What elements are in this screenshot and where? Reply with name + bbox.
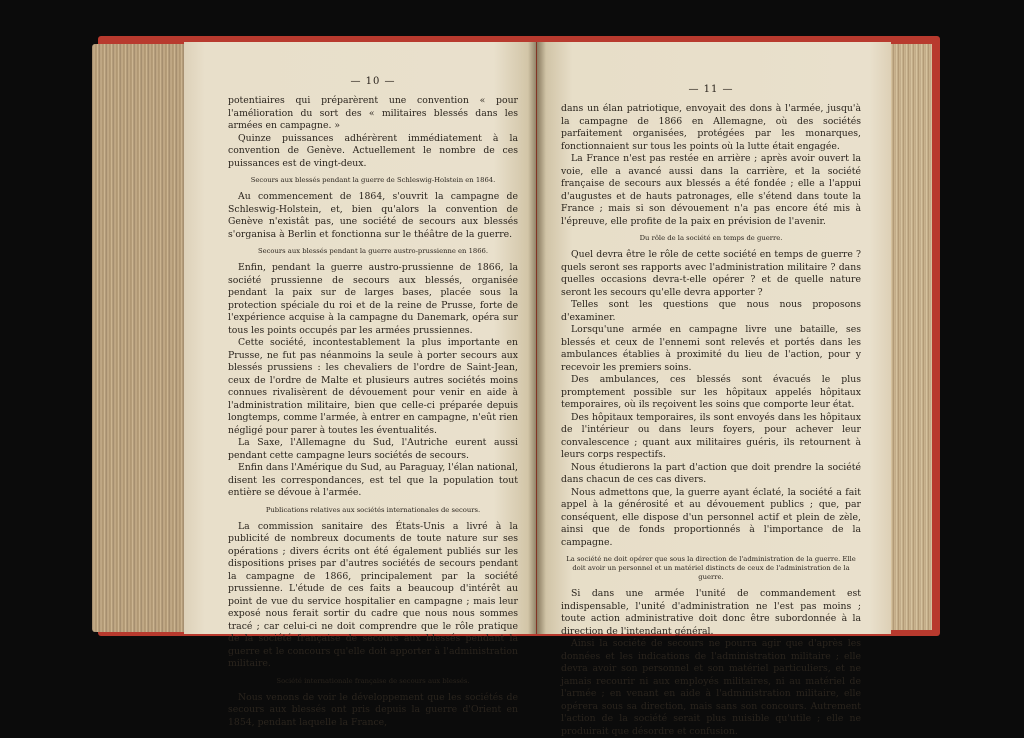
paragraph: potentiaires qui préparèrent une convention « pour l'amélioration du sort des « militaires blessés dans les armées en campagne. » — [228, 95, 518, 131]
paragraph: Quel devra être le rôle de cette société en temps de guerre ? quels seront ses rapports avec l'administration militaire ? dans quelles occasions devra-t-elle opérer ? et de quelle nature seront les secours qu'elle devra apporter ? — [561, 249, 861, 298]
section-heading: La société ne doit opérer que sous la direction de l'administration de la guerre. Elle doit avoir un personnel et un matériel distincts de ceux de l'administration de la guerre. — [566, 555, 856, 581]
paragraph: Enfin dans l'Amérique du Sud, au Paraguay, l'élan national, disent les correspondances, est tel que la population tout entière se dévoue à l'armée. — [228, 462, 518, 498]
paragraph: Des ambulances, ces blessés sont évacués le plus promptement possible sur les hôpitaux appelés hôpitaux temporaires, où ils reçoivent les soins que comporte leur état. — [561, 374, 861, 410]
right-page-blocks — [561, 103, 861, 738]
paragraph: La Saxe, l'Allemagne du Sud, l'Autriche eurent aussi pendant cette campagne leurs sociétés de secours. — [228, 437, 518, 461]
left-page — [184, 42, 536, 728]
paragraph: Si dans une armée l'unité de commandement est indispensable, l'unité d'administration ne l'est pas moins ; toute action administrative doit donc être subordonnée à la direction de l'intendant général. — [561, 588, 861, 637]
paragraph: Ainsi la société de secours ne pourra agir que d'après les données et les indications de l'administration militaire ; elle devra avoir son personnel et son matériel particuliers, et ne jamais recourir ni aux employés militaires, ni au matériel de l'armée ; en venant en aide à l'administration militaire, elle opérera sous sa direction, mais sans son concours. Autrement l'action de la société serait plus nuisible qu'utile ; elle ne produirait que désordre et confusion. — [561, 638, 861, 737]
paragraph: Quinze puissances adhérèrent immédiatement à la convention de Genève. Actuellement le nombre de ces puissances est de vingt-deux. — [228, 132, 518, 169]
page-edges-left — [92, 44, 184, 632]
right-page — [537, 42, 891, 737]
left-page-text — [228, 76, 518, 729]
left-page-blocks — [228, 95, 518, 729]
paragraph: Nous étudierons la part d'action que doit prendre la société dans chacun de ces cas divers. — [561, 461, 861, 485]
paragraph: La France n'est pas restée en arrière ; après avoir ouvert la voie, elle a avancé aussi dans la carrière, et la société française de secours aux blessés a été fondée ; elle a l'appui d'augustes et de hauts patronages, elle s'étend dans toute la France ; mais si son dévouement n'a pas encore été mis à l'épreuve, elle profite de la paix en prévision de l'avenir. — [561, 153, 861, 227]
section-heading: Secours aux blessés pendant la guerre austro-prussienne en 1866. — [257, 247, 489, 255]
paragraph: Nous admettons que, la guerre ayant éclaté, la société a fait appel à la générosité et au dévouement publics ; que, par conséquent, elle dispose d'un personnel actif et plein de zèle, ainsi que de fonds proportionnés à l'importance de la campagne. — [561, 486, 861, 548]
left-page-number: — 10 — — [350, 76, 396, 87]
book-gutter — [528, 42, 546, 634]
section-heading: Société internationale française de secours aux blessés. — [276, 676, 470, 685]
paragraph: Telles sont les questions que nous nous proposons d'examiner. — [561, 299, 861, 323]
paragraph: Des hôpitaux temporaires, ils sont envoyés dans les hôpitaux de l'intérieur ou dans leurs foyers, pour achever leur convalescence ; quant aux militaires guéris, ils retournent à leurs corps respectifs. — [561, 411, 861, 460]
paragraph: Cette société, incontestablement la plus importante en Prusse, ne fut pas néanmoins la seule à porter secours aux blessés prussiens : les chevaliers de l'ordre de Saint-Jean, ceux de l'ordre de Malte et plusieurs autres sociétés moins connues rivalisèrent de dévouement pour venir en aide à l'administration militaire, bien que celle-ci préparée depuis longtemps, comme l'armée, à entrer en campagne, n'eût rien négligé pour parer à toutes les éventualités. — [228, 337, 518, 436]
paragraph: Au commencement de 1864, s'ouvrit la campagne de Schleswig-Holstein, et, bien qu'alors la convention de Genève n'existât pas, une société de secours aux blessés s'organisa à Berlin et fonctionna sur le théâtre de la guerre. — [228, 191, 518, 240]
paragraph: La commission sanitaire des États-Unis a livré à la publicité de nombreux documents de toute nature sur ses opérations ; divers écrits ont été également publiés sur les dispositions prises par d'autres sociétés de secours pendant la campagne de 1866, principalement par la société prussienne. L'étude de ces faits a beaucoup d'intérêt au point de vue du service hospitalier en campagne ; mais leur exposé nous ferait sortir du cadre que nous nous sommes tracé ; car celui-ci ne doit comprendre que le rôle pratique de la société française de secours aux blessés pendant la guerre et le concours qu'elle doit apporter à l'administration militaire. — [228, 520, 518, 669]
right-page-number: — 11 — — [688, 84, 734, 95]
right-page-text — [561, 84, 861, 738]
section-heading: Secours aux blessés pendant la guerre de Schleswig-Holstein en 1864. — [250, 176, 496, 184]
page-edges-right — [890, 44, 932, 630]
paragraph: Lorsqu'une armée en campagne livre une bataille, ses blessés et ceux de l'ennemi sont relevés et portés dans les ambulances établies à proximité du lieu de l'action, pour y recevoir les premiers soins. — [561, 324, 861, 373]
paragraph: Nous venons de voir le développement que les sociétés de secours aux blessés ont pris depuis la guerre d'Orient en 1854, pendant laquelle la France, — [228, 691, 518, 728]
paragraph: dans un élan patriotique, envoyait des dons à l'armée, jusqu'à la campagne de 1866 en Allemagne, où des sociétés parfaitement organisées, protégées par les monarques, fonctionnaient sur tous les points où la lutte était engagée. — [561, 103, 861, 152]
paragraph: Enfin, pendant la guerre austro-prussienne de 1866, la société prussienne de secours aux blessés, organisée pendant la paix sur de larges bases, placée sous la protection spéciale du roi et de la reine de Prusse, forte de l'expérience acquise à la campagne du Danemark, opéra sur tous les points occupés par les armées prussiennes. — [228, 262, 518, 336]
section-heading: Publications relatives aux sociétés internationales de secours. — [265, 505, 481, 514]
section-heading: Du rôle de la société en temps de guerre. — [639, 234, 783, 242]
